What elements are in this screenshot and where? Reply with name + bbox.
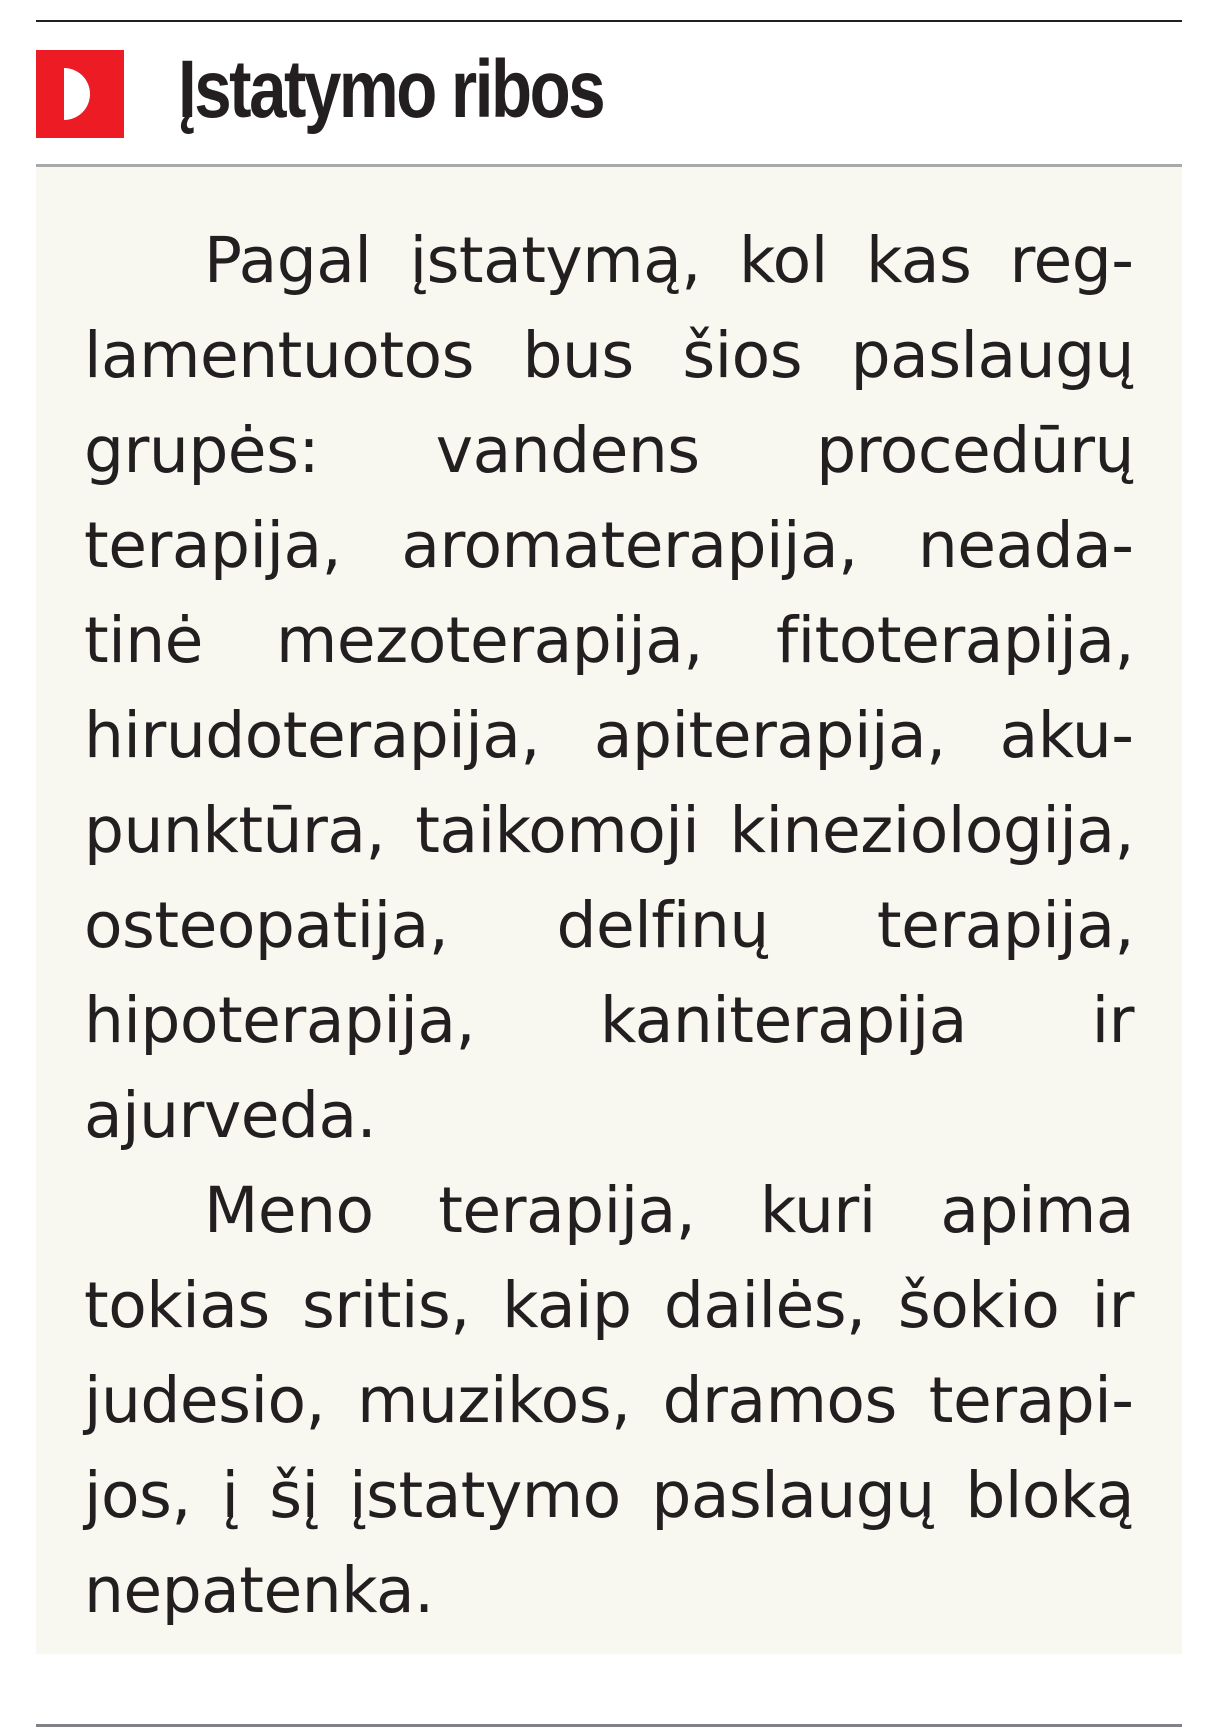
article-header: [36, 46, 1182, 138]
article-body: [84, 213, 1134, 1638]
brand-logo: [36, 50, 124, 138]
logo-letter-d-icon: [64, 68, 90, 120]
top-rule: [36, 20, 1182, 22]
bottom-rule: [36, 1724, 1182, 1727]
article-title: Įstatymo ribos: [178, 44, 604, 135]
paragraph-2: Meno terapija, kuri apima tokias sritis, kaip dailės, šokio ir judesio, muzikos, dramos terapijos, į šį įstatymo paslaugų bloką nepatenka.: [84, 1174, 1134, 1627]
paragraph-1: Pagal įstatymą, kol kas reglamentuotos bus šios paslaugų grupės: vandens procedūrų terapija, aromaterapija, neadatinė mezoterapija, fitoterapija, hirudoterapija, apiterapija, akupunktūra, taikomoji kineziologija, osteopatija, delfinų terapija, hipoterapija, kaniterapija ir ajurveda.: [84, 224, 1134, 1152]
article-box: [36, 167, 1182, 1654]
